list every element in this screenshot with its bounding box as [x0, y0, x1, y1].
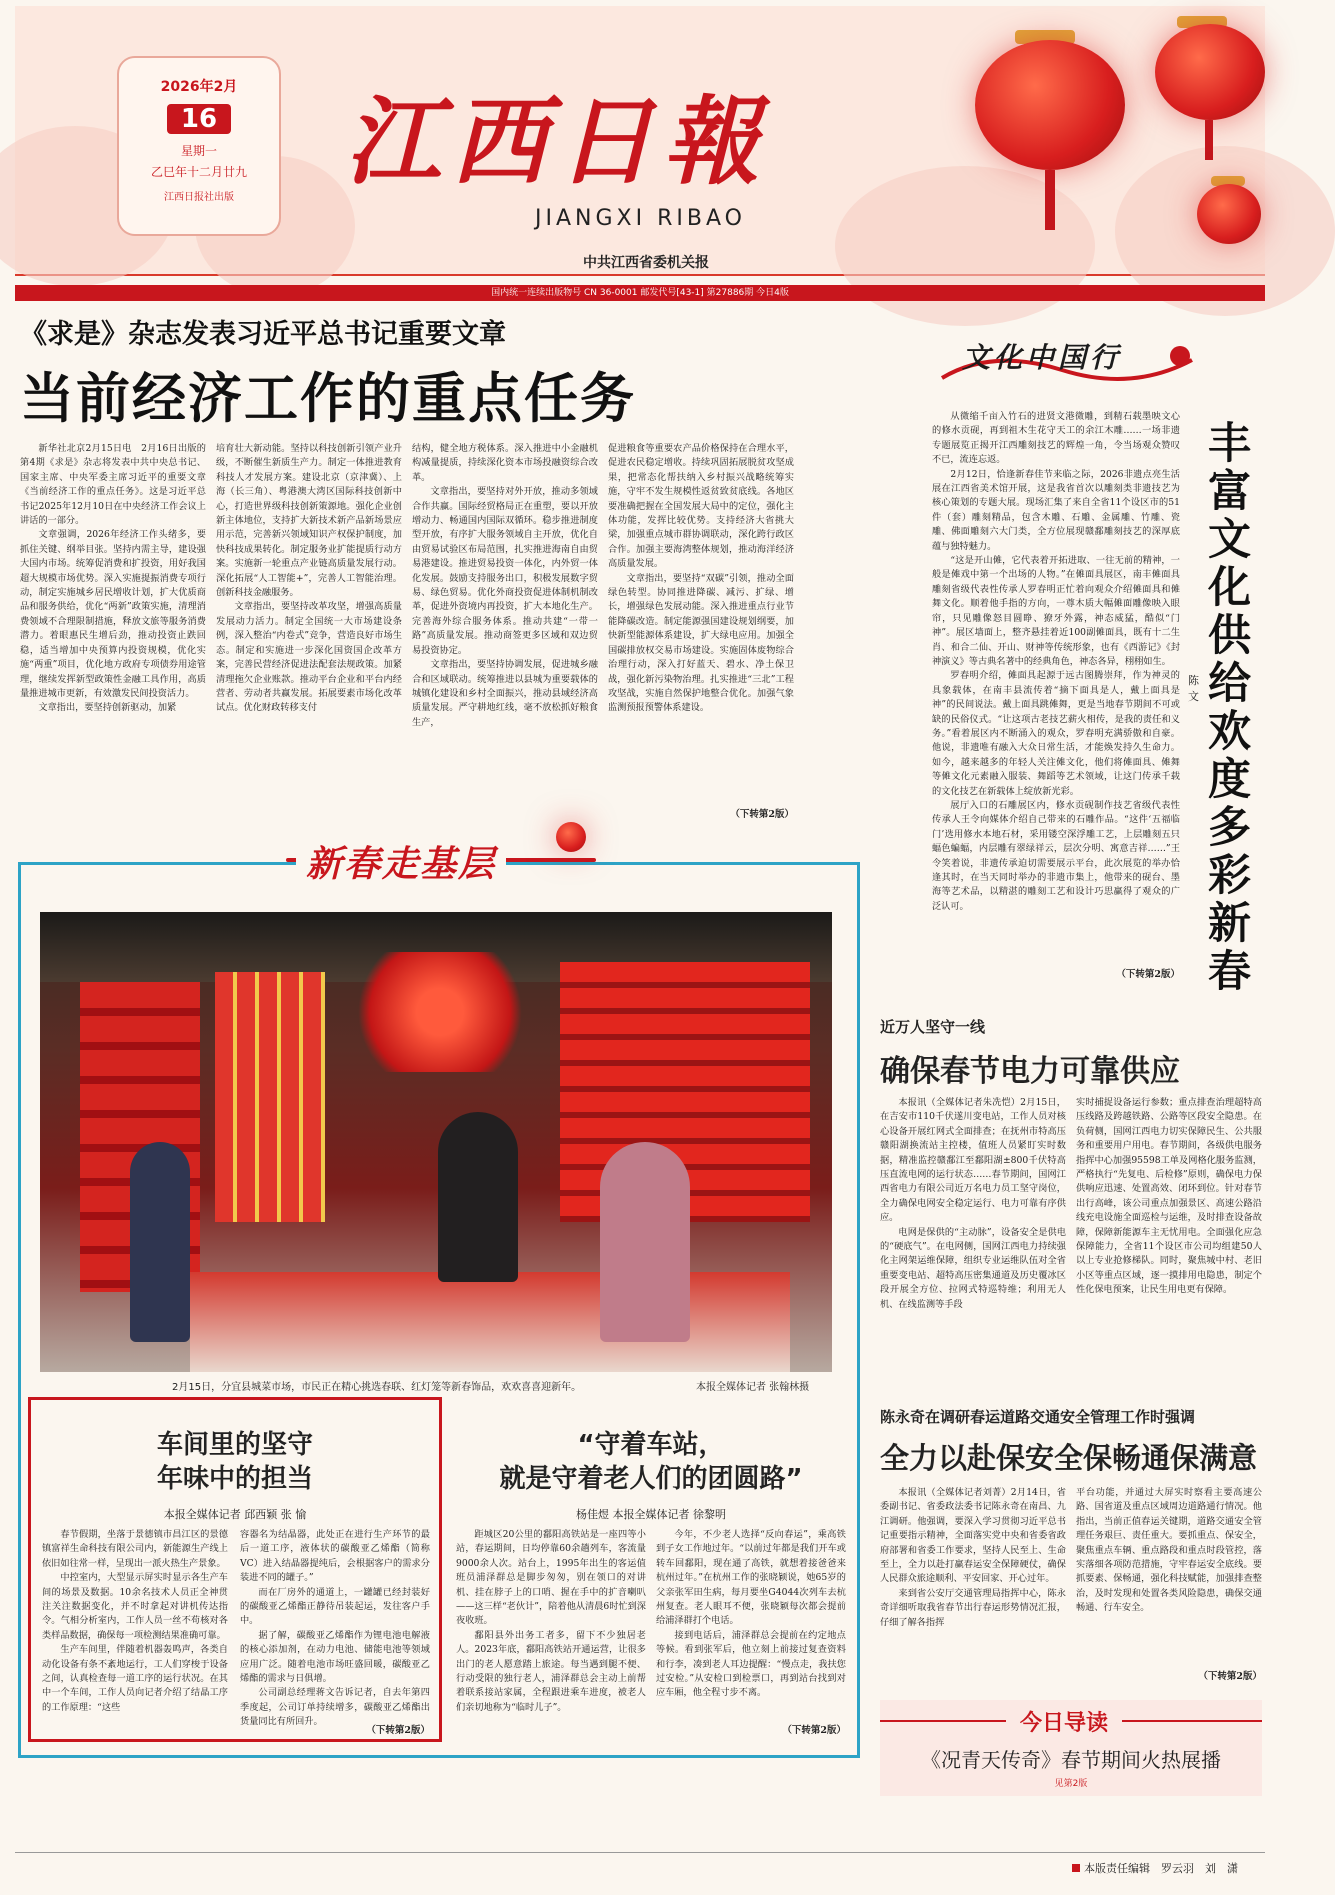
publication-info: 国内统一连续出版物号 CN 36-0001 邮发代号[43-1] 第27886期 今日4版 — [15, 285, 1265, 301]
lead-column-2 — [216, 442, 402, 822]
paragraph: 中控室内，大型显示屏实时显示各生产车间的场景及数据。10余名技术人员正全神贯注关注数据变化，并不时拿起对讲机传达指令。气相分析室内，工作人员一丝不苟核对各类样品数据，确保每一项检测结果准确可靠。 — [42, 1572, 228, 1641]
footer-rule — [15, 1852, 1265, 1853]
power-col1 — [880, 1096, 1066, 1386]
masthead — [15, 6, 1265, 276]
guide-item[interactable]: 《况青天传奇》春节期间火热展播 — [921, 1748, 1221, 1772]
continued-note: （下转第2版） — [782, 1725, 846, 1736]
paragraph: 今年，不少老人选择“反向春运”，乘高铁到子女工作地过年。“以前过年都是我们开车或转车回鄱阳，现在通了高铁，就想着接爸爸来杭州过年。”在杭州工作的张晓颖说，她65岁的父亲张军田生病，每月要坐G4044次列车去杭州复查。老人眼耳不便，张晓颖每次都会提前给浦泽群打个电话。 — [656, 1529, 846, 1627]
today-guide[interactable] — [880, 1700, 1262, 1796]
story2-byline: 杨佳煜 本报全媒体记者 徐黎明 — [576, 1508, 726, 1521]
newspaper-subtitle: 中共江西省委机关报 — [583, 255, 709, 271]
paragraph: 公司副总经理蒋文告诉记者，自去年第四季度起，公司订单持续增多，碳酸亚乙烯酯出货量同比有所回升。 — [240, 1687, 430, 1728]
date-box — [117, 56, 281, 236]
issue-weekday: 星期一 — [180, 144, 217, 158]
paragraph: 而在厂房外的通道上，一罐罐已经封装好的碳酸亚乙烯酯正静待吊装起运，发往客户手中。 — [240, 1586, 430, 1627]
story1-title-line2: 年味中的担当 — [156, 1464, 313, 1494]
paragraph: 新华社北京2月15日电 2月16日出版的第4期《求是》杂志将发表中共中央总书记、国家主席、中央军委主席习近平的重要文章《当前经济工作的重点任务》。这是习近平总书记2025年12月10日在中央经济工作会议上讲话的一部分。 — [20, 443, 206, 527]
story2-col2 — [656, 1528, 846, 1736]
culture-body — [932, 410, 1180, 980]
paragraph: 电网是保供的“主动脉”，设备安全是供电的“硬底气”。在电网侧，国网江西电力持续强化主网架运维保障，组织专业运维队伍对全省重要变电站、超特高压密集通道及历史覆冰区段开展全方位、拉网式特巡特维；利用无人机、在线监测等手段 — [880, 1226, 1066, 1310]
paragraph: 文章指出，要坚持改革攻坚，增强高质量发展动力活力。制定全国统一大市场建设条例，深入整治“内卷式”竞争，营造良好市场生态。制定和实施进一步深化国资国企改革方案，完善民营经济促进法配套法规政策。加紧清理拖欠企业账款。推动平台企业和平台内经营者、劳动者共赢发展。拓展要素市场化改革试点。优化财政转移支付 — [216, 601, 402, 714]
paragraph: “这是开山傩，它代表着开拓进取、一往无前的精神，一般是傩戏中第一个出场的人物。”在傩面具展区，南丰傩面具雕刻省级代表性传承人罗春明正忙着向观众介绍傩面具和傩舞文化。顺着他手指的方向，一尊木质大幅傩面雕像映入眼帘，只见雕像怒目圆睁、獠牙外露，神态威猛，酷似“门神”。展区墙面上，整齐悬挂着近100副傩面具，既有十二生肖、和合二仙、开山、财神等传统形象，也有《西游记》《封神演义》等古典名著中的经典角色，神态各异，栩栩如生。 — [932, 555, 1180, 667]
paragraph: 春节假期，坐落于景德镇市昌江区的景德镇富祥生命科技有限公司内，新能源生产线上依旧如往常一样，呈现出一派火热生产景象。 — [42, 1529, 228, 1569]
story1-title-line1: 车间里的坚守 — [156, 1430, 313, 1460]
paragraph: 结构，健全地方税体系。深入推进中小金融机构减量提质，持续深化资本市场投融资综合改革。 — [412, 443, 598, 483]
culture-headline: 丰富文化供给 欢度多彩新春 — [1208, 419, 1294, 997]
footer-editors — [1072, 1860, 1238, 1876]
story2-title — [452, 1428, 850, 1496]
paragraph: 平台功能，并通过大屏实时察看主要高速公路、国省道及重点区域周边道路通行情况。他指出，当前正值春运关键期，道路交通安全管理任务艰巨、责任重大。要抓重点、保安全，聚焦重点车辆、重点路段和重点时段管控，落实落细各项防范措施，守牢春运安全底线。要抓要素、保畅通，强化科技赋能，加强排查整治，及时发现和处置各类风险隐患，确保交通畅通、行车安全。 — [1076, 1487, 1262, 1614]
paragraph: 本报讯（全媒体记者朱冼恺）2月15日，在吉安市110千伏遂川变电站，工作人员对核心设备开展红网式全面排查；在抚州市特高压赣阳湖换流站主控楼，值班人员紧盯实时数据，精准监控赣鄱江至鄱阳湖±800千伏特高压直流电网的运行状态……春节期间，国网江西省电力有限公司近万名电力员工坚守岗位，全力确保电网安全稳定运行、电力可靠有序供应。 — [880, 1097, 1066, 1224]
newspaper-logo-en: JIANGXI RIBAO — [535, 206, 746, 231]
story2-title-line2: 就是守着老人们的团圆路” — [499, 1464, 803, 1494]
lantern-icon — [1155, 24, 1265, 120]
newspaper-logo: 江西日報 — [345, 85, 769, 198]
power-headline: 确保春节电力可靠供应 — [880, 1054, 1180, 1089]
story2-col1 — [456, 1528, 646, 1736]
paragraph: 文章指出，要坚持对外开放，推动多领域合作共赢。国际经贸格局正在重塑，要以开放增动力、畅通国内国际双循环。稳步推进制度型开放，有序扩大服务领域自主开放，优化自由贸易试验区布局范围，扎实推进海南自由贸易港建设。推进贸易投资一体化，内外贸一体化发展。鼓励支持服务出口，积极发展数字贸易、绿色贸易。优化外商投资促进体制机制改革，促进外资境内再投资，扩大本地化生产。完善海外综合服务体系。推动共建“一带一路”高质量发展。推动商签更多区域和双边贸易投资协定。 — [412, 486, 598, 656]
paragraph: 展厅入口的石雕展区内，修水贡砚制作技艺省级代表性传承人王令向媒体介绍自己带来的石雕作品。“这件‘五福临门’选用修水本地石材，采用镂空深浮雕工艺，上层雕刻五只蝠色蝙蝠，内层雕有翠绿祥云，层次分明、寓意吉祥……”王令笑着说，非遗传承迫切需要展示平台，此次展览的举办恰逢其时，在当天同时举办的非遗市集上，他带来的砚台、墨海等艺术品，以精湛的雕刻工艺和设计巧思赢得了观众的广泛认可。 — [932, 799, 1180, 912]
lantern-icon — [1197, 184, 1261, 244]
culture-author: 陈 文 — [1188, 674, 1210, 703]
guide-page: 见第2版 — [1054, 1779, 1088, 1789]
square-icon — [1072, 1864, 1080, 1872]
lead-column-4 — [608, 442, 794, 822]
paragraph: 容器名为结晶器，此处正在进行生产环节的最后一道工序，液体状的碳酸亚乙烯酯（简称VC）进入结晶器提纯后，会根据客户的需求分装进不同的罐子。” — [240, 1529, 430, 1584]
power-kicker: 近万人坚守一线 — [880, 1018, 986, 1036]
grassroots-banner — [286, 828, 596, 898]
lead-headline: 当前经济工作的重点任务 — [20, 367, 636, 430]
paragraph: 来到省公安厅交通管理局指挥中心，陈永奇详细听取我省春节出行春运形势情况汇报，仔细了解各指挥 — [880, 1587, 1066, 1628]
paragraph: 鄱阳县外出务工者多，留下不少独居老人。2023年底，鄱阳高铁站开通运营，让很多出门的老人愿意踏上旅途。每当遇到腿不便、行动受限的独行老人，浦泽群总会主动上前帮着联系接站家属，全程跟进乘车进度，被老人们亲切地称为“临时儿子”。 — [456, 1629, 646, 1713]
paragraph: 促进粮食等重要农产品价格保持在合理水平，促进农民稳定增收。持续巩固拓展脱贫攻坚成果，把常态化帮扶纳入乡村振兴战略统筹实施，守牢不发生规模性返贫致贫底线。各地区要准确把握在全国发展大局中的定位，强化主体功能，发挥比较优势。支持经济大省挑大梁，加强重点城市群协调联动，深化跨行政区合作。加强主要海湾整体规划，推动海洋经济高质量发展。 — [608, 443, 794, 570]
publisher: 江西日报社出版 — [164, 192, 234, 203]
story1-col2 — [240, 1528, 430, 1736]
footer-editors-text: 本版责任编辑 罗云羽 刘 潇 — [1084, 1862, 1238, 1875]
lunar-date: 乙巳年十二月廿九 — [150, 165, 247, 179]
safety-col2 — [1076, 1486, 1262, 1682]
paragraph: 2月12日，恰逢新春佳节来临之际，2026非遗点亮生活展在江西省美术馆开展，这是我省首次以雕刻类非遗技艺为核心策划的专题大展。现场汇集了来自全省11个设区市的51件（套）雕刻精品，包含木雕、石雕、金属雕、竹雕、瓷雕、佛面雕刻六大门类，全方位展现赣鄱雕刻技艺的深厚底蕴与独特魅力。 — [932, 468, 1180, 552]
issue-year-month: 2026年2月 — [160, 79, 238, 95]
safety-headline: 全力以赴保安全保畅通保满意 — [880, 1441, 1258, 1475]
lantern-icon — [556, 822, 586, 852]
paragraph: 培育壮大新动能。坚持以科技创新引领产业升级，不断催生新质生产力。制定一体推进教育科技人才发展方案。建设北京（京津冀）、上海（长三角）、粤港澳大湾区国际科技创新中心，打造世界级科技创新策源地。强化企业创新主体地位，支持扩大新技术新产品新场景应用示范，完善新兴领域知识产权保护制度，加快科技成果转化。制定服务业扩能提质行动方案。实施新一轮重点产业链高质量发展行动。深化拓展“人工智能+”，完善人工智能治理。创新科技金融服务。 — [216, 443, 402, 599]
continued-note: （下转第2版） — [366, 1725, 430, 1736]
culture-banner — [932, 330, 1202, 390]
story1-title — [28, 1428, 442, 1496]
paragraph: 接到电话后，浦泽群总会提前在约定地点等候。看到张军后，他立刻上前接过复查资料和行李，凑到老人耳边提醒：“慢点走，我扶您过安检。”从安检口到检票口，再到站台找到对应车厢，他全程寸步不离。 — [656, 1629, 846, 1699]
story1-col1 — [42, 1528, 228, 1736]
power-col2 — [1076, 1096, 1262, 1386]
paragraph: 实时捕捉设备运行参数；重点排查治理超特高压线路及跨越铁路、公路等区段安全隐患。在负荷侧，国网江西电力切实保障民生、公共服务和重要用户用电。春节期间，各级供电服务指挥中心加强95598工单及网格化服务监测，严格执行“先复电、后检修”原则，确保电力保供响应迅速、处置高效、闭环到位。针对春节出行高峰，该公司重点加强景区、高速公路沿线充电设施全面巡检与运维，及时排查设备故障，保障新能源车主无忧用电。全面强化应急保障能力，全省11个设区市公司均组建50人以上专业抢修梯队。同时，聚焦城中村、老旧小区等重点区域，逐一摸排用电隐患，制定个性化保电预案，让民生用电更有保障。 — [1076, 1097, 1262, 1296]
paragraph: 文章强调，2026年经济工作头绪多，要抓住关键、纲举目张。坚持内需主导，建设强大国内市场。统筹促消费和扩投资，用好我国超大规模市场优势。深入实施提振消费专项行动，制定实施城乡居民增收计划，扩大优质商品和服务供给，优化“两新”政策实施，清理消费领域不合理限制措施，释放文旅等服务消费潜力。着眼惠民生增后劲，推动投资止跌回稳，适当增加中央预算内投资规模，优化实施“两重”项目，优化地方政府专项债券用途管理，继续发挥新型政策性金融工具作用，高质量推进城市更新，有效激发民间投资活力。 — [20, 529, 206, 699]
continued-note: （下转第2版） — [730, 809, 794, 820]
paragraph: 文章指出，要坚持“双碳”引领，推动全面绿色转型。协同推进降碳、减污、扩绿、增长，增强绿色发展动能。深入推进重点行业节能降碳改造。制定能源强国建设规划纲要，加快新型能源体系建设，扩大绿电应用。加强全国碳排放权交易市场建设。实施固体废物综合治理行动，深入打好蓝天、碧水、净土保卫战，强化新污染物治理。扎实推进“三北”工程攻坚战，实施自然保护地整合优化。加强气象监测预报预警体系建设。 — [608, 572, 794, 714]
paragraph: 本报讯（全媒体记者刘菁）2月14日，省委副书记、省委政法委书记陈永奇在南昌、九江调研。他强调，要深入学习贯彻习近平总书记重要指示精神，全面落实党中央和省委省政府部署和省委工作要求，坚持人民至上、生命至上，全力以赴打赢春运安全保障硬仗，确保人民群众旅途顺利、平安回家、开心过年。 — [880, 1487, 1066, 1585]
paragraph: 文章指出，要坚持协调发展，促进城乡融合和区域联动。统筹推进以县城为重要载体的城镇化建设和乡村全面振兴，推动县域经济高质量发展。严守耕地红线，毫不放松抓好粮食生产， — [412, 659, 598, 728]
continued-note: （下转第2版） — [1116, 969, 1180, 980]
paragraph: 文章指出，要坚持创新驱动，加紧 — [38, 702, 177, 714]
photo-credit: 本报全媒体记者 张翰林摄 — [696, 1382, 810, 1393]
lead-kicker: 《求是》杂志发表习近平总书记重要文章 — [20, 319, 506, 350]
paragraph: 据了解，碳酸亚乙烯酯作为锂电池电解液的核心添加剂，在动力电池、储能电池等领域应用广泛。随着电池市场旺盛回暖，碳酸亚乙烯酯的需求与日俱增。 — [240, 1629, 430, 1685]
safety-col1 — [880, 1486, 1066, 1682]
issue-day: 16 — [167, 104, 231, 134]
grassroots-banner-text: 新春走基层 — [296, 836, 506, 887]
lead-column-3 — [412, 442, 598, 822]
paragraph: 距城区20公里的鄱阳高铁站是一座四等小站，春运期间，日均停靠60余趟列车，客流量9000余人次。站台上，1995年出生的客运值班员浦泽群总是脚步匆匆，别在领口的对讲机、挂在脖子上的口哨、握在手中的扩音喇叭——这三样“老伙计”，陪着他从清晨6时忙到深夜收班。 — [456, 1529, 646, 1627]
lead-column-1 — [20, 442, 206, 822]
market-photo — [40, 912, 832, 1372]
paragraph: 罗春明介绍，傩面具起源于远古图腾崇拜，作为神灵的具象载体，在南丰县流传着“摘下面具是人，戴上面具是神”的民间说法。戴上面具跳傩舞，更是当地春节期间不可或缺的民俗仪式。“让这项古老技艺薪火相传，是我的责任和义务。”看着展区内不断涌入的观众，罗春明充满骄傲和自豪。他说，非遗唯有融入大众日常生活，才能焕发持久生命力。如今，越来越多的年轻人关注傩文化，他们将傩面具、傩舞等傩文化元素融入服装、舞蹈等艺术领域，让这门传承千载的文化技艺在新载体上绽放新光彩。 — [932, 670, 1180, 797]
lantern-icon — [975, 40, 1125, 170]
continued-note: （下转第2版） — [1198, 1671, 1262, 1682]
photo-caption: 2月15日，分宜县城菜市场，市民正在精心挑选春联、红灯笼等新春饰品，欢欢喜喜迎新年。 — [172, 1382, 582, 1393]
culture-banner-text: 文化中国行 — [962, 341, 1123, 374]
story1-byline: 本报全媒体记者 邱西颖 张 愉 — [163, 1508, 307, 1521]
story2-title-line1: “守着车站， — [577, 1430, 725, 1460]
paragraph: 从微缩千亩入竹石的进贤文港微雕，到精石载墨映文心的修水贡砚，再到祖木生花守天工的余江木雕……一场非遗专题展览正揭开江西雕刻技艺的辉煌一角，令当场观众赞叹不已，流连忘返。 — [932, 411, 1180, 466]
safety-kicker: 陈永奇在调研春运道路交通安全管理工作时强调 — [880, 1408, 1196, 1426]
guide-title: 今日导读 — [1006, 1706, 1122, 1737]
paragraph: 生产车间里，伴随着机器轰鸣声，各类自动化设备有条不紊地运行，工人们穿梭于设备之间，认真检查每一道工序的运行状况。在其中一个车间，工作人员向记者介绍了结晶工序的工作原理：“这些 — [42, 1644, 228, 1713]
